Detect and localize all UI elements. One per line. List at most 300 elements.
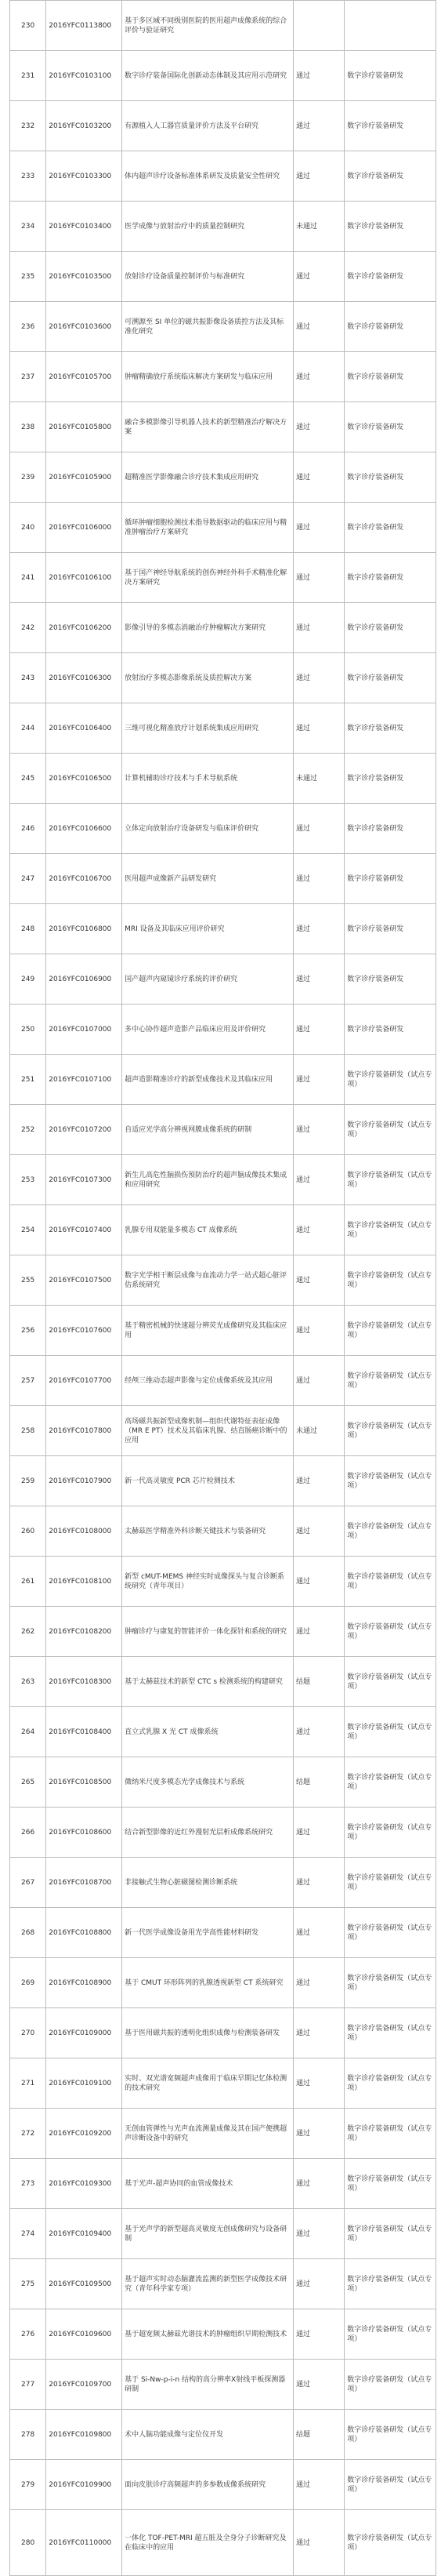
- review-result-cell: 通过: [293, 302, 344, 352]
- review-result-cell: 通过: [293, 804, 344, 854]
- table-row: [10, 503, 436, 553]
- project-name-cell: 基于光声-超声协同的血管成像技术: [122, 2159, 294, 2209]
- review-result-cell: 通过: [293, 1356, 344, 1406]
- project-name-cell: 面向皮肤诊疗高频超声的多参数成像系统研究: [122, 2460, 294, 2510]
- program-category-cell: 数字诊疗装备研发: [345, 402, 436, 452]
- project-id-cell: 2016YFC0106500: [46, 754, 122, 804]
- row-number-cell: 251: [10, 1055, 46, 1105]
- program-category-cell: 数字诊疗装备研发: [345, 151, 436, 202]
- table-row: [10, 553, 436, 603]
- table-row: [10, 302, 436, 352]
- table-row: [10, 1557, 436, 1607]
- project-name-cell: 国产超声内窥镜诊疗系统的评价研究: [122, 954, 294, 1005]
- project-id-cell: 2016YFC0109700: [46, 2360, 122, 2410]
- project-id-cell: 2016YFC0106900: [46, 954, 122, 1005]
- review-result-cell: 通过: [293, 101, 344, 151]
- review-result-cell: 通过: [293, 954, 344, 1005]
- program-category-cell: 数字诊疗装备研发（试点专项）: [345, 1255, 436, 1306]
- table-row: [10, 2159, 436, 2209]
- row-number-cell: 234: [10, 202, 46, 252]
- project-name-cell: 有源植入人工器官质量评价方法及平台研究: [122, 101, 294, 151]
- table-row: [10, 1506, 436, 1557]
- table-row: [10, 2309, 436, 2360]
- project-id-cell: 2016YFC0107000: [46, 1005, 122, 1055]
- program-category-cell: 数字诊疗装备研发: [345, 703, 436, 754]
- project-id-cell: 2016YFC0109600: [46, 2309, 122, 2360]
- program-category-cell: 数字诊疗装备研发（试点专项）: [345, 1607, 436, 1657]
- row-number-cell: 250: [10, 1005, 46, 1055]
- row-number-cell: 248: [10, 904, 46, 954]
- project-id-cell: 2016YFC0106000: [46, 503, 122, 553]
- project-name-cell: 数字光学相干断层成像与血流动力学一站式超心脏评估系统研究: [122, 1255, 294, 1306]
- review-result-cell: 通过: [293, 1557, 344, 1607]
- row-number-cell: 265: [10, 1757, 46, 1808]
- project-id-cell: 2016YFC0106100: [46, 553, 122, 603]
- review-result-cell: 通过: [293, 1908, 344, 1958]
- review-result-cell: 通过: [293, 1255, 344, 1306]
- row-number-cell: 260: [10, 1506, 46, 1557]
- project-name-cell: 新生儿高危性脑损伤预防治疗的超声脑成像技术集成和应用研究: [122, 1155, 294, 1205]
- project-name-cell: 超声造影精准诊疗的新型成像技术及其临床应用: [122, 1055, 294, 1105]
- table-row: [10, 603, 436, 653]
- program-category-cell: 数字诊疗装备研发: [345, 854, 436, 904]
- program-category-cell: 数字诊疗装备研发（试点专项）: [345, 1055, 436, 1105]
- review-result-cell: 通过: [293, 352, 344, 402]
- table-row: [10, 1356, 436, 1406]
- program-category-cell: 数字诊疗装备研发（试点专项）: [345, 2209, 436, 2259]
- table-row: [10, 703, 436, 754]
- project-name-cell: 结合新型影像的近红外漫射光层析成像系统研究: [122, 1808, 294, 1858]
- project-id-cell: 2016YFC0106200: [46, 603, 122, 653]
- project-name-cell: 非接触式生物心脏磁图检测诊断系统: [122, 1858, 294, 1908]
- review-result-cell: 通过: [293, 2159, 344, 2209]
- row-number-cell: 280: [10, 2510, 46, 2576]
- review-result-cell: 通过: [293, 402, 344, 452]
- program-category-cell: 数字诊疗装备研发（试点专项）: [345, 1908, 436, 1958]
- project-name-cell: 影像引导的多模态消融治疗肿瘤解决方案研究: [122, 603, 294, 653]
- table-row: [10, 2360, 436, 2410]
- row-number-cell: 270: [10, 2008, 46, 2058]
- program-category-cell: 数字诊疗装备研发（试点专项）: [345, 2008, 436, 2058]
- table-row: [10, 754, 436, 804]
- row-number-cell: 238: [10, 402, 46, 452]
- project-name-cell: 太赫兹医学精准外科诊断关键技术与装备研究: [122, 1506, 294, 1557]
- program-category-cell: 数字诊疗装备研发（试点专项）: [345, 1557, 436, 1607]
- program-category-cell: 数字诊疗装备研发（试点专项）: [345, 2058, 436, 2109]
- row-number-cell: 246: [10, 804, 46, 854]
- program-category-cell: 数字诊疗装备研发: [345, 553, 436, 603]
- table-row: [10, 904, 436, 954]
- project-id-cell: 2016YFC0107500: [46, 1255, 122, 1306]
- row-number-cell: 249: [10, 954, 46, 1005]
- row-number-cell: 245: [10, 754, 46, 804]
- program-category-cell: 数字诊疗装备研发（试点专项）: [345, 1406, 436, 1456]
- project-name-cell: 自适应光学高分辨视网膜成像系统的研制: [122, 1105, 294, 1155]
- table-row: [10, 1155, 436, 1205]
- review-result-cell: 通过: [293, 1707, 344, 1757]
- program-category-cell: 数字诊疗装备研发: [345, 754, 436, 804]
- row-number-cell: 268: [10, 1908, 46, 1958]
- review-result-cell: 通过: [293, 503, 344, 553]
- project-table: [9, 0, 436, 2576]
- project-name-cell: 新型 cMUT-MEMS 神经实时成像探头与复合诊断系统研究（青年项目）: [122, 1557, 294, 1607]
- project-id-cell: 2016YFC0105800: [46, 402, 122, 452]
- project-name-cell: 基于超声实时动态脑灌流监测的新型医学成像技术研究（青年科学家专项）: [122, 2259, 294, 2309]
- program-category-cell: 数字诊疗装备研发: [345, 252, 436, 302]
- program-category-cell: 数字诊疗装备研发（试点专项）: [345, 1958, 436, 2008]
- review-result-cell: 通过: [293, 1607, 344, 1657]
- project-id-cell: 2016YFC0109900: [46, 2460, 122, 2510]
- table-row: [10, 101, 436, 151]
- program-category-cell: 数字诊疗装备研发（试点专项）: [345, 1456, 436, 1506]
- row-number-cell: 275: [10, 2259, 46, 2309]
- row-number-cell: 257: [10, 1356, 46, 1406]
- row-number-cell: 254: [10, 1205, 46, 1255]
- program-category-cell: 数字诊疗装备研发（试点专项）: [345, 2460, 436, 2510]
- row-number-cell: 277: [10, 2360, 46, 2410]
- program-category-cell: 数字诊疗装备研发（试点专项）: [345, 2410, 436, 2460]
- project-id-cell: 2016YFC0107200: [46, 1105, 122, 1155]
- table-row: [10, 1607, 436, 1657]
- row-number-cell: 231: [10, 51, 46, 101]
- table-row: [10, 653, 436, 703]
- table-row: [10, 1105, 436, 1155]
- project-id-cell: 2016YFC0107700: [46, 1356, 122, 1406]
- row-number-cell: 237: [10, 352, 46, 402]
- project-id-cell: 2016YFC0103500: [46, 252, 122, 302]
- review-result-cell: 通过: [293, 2460, 344, 2510]
- program-category-cell: 数字诊疗装备研发: [345, 804, 436, 854]
- program-category-cell: 数字诊疗装备研发: [345, 101, 436, 151]
- project-name-cell: 可溯源至 SI 单位的磁共振影像设备质控方法及其标准化研究: [122, 302, 294, 352]
- table-row: [10, 2259, 436, 2309]
- project-name-cell: 立体定向放射治疗设备研发与临床评价研究: [122, 804, 294, 854]
- program-category-cell: 数字诊疗装备研发（试点专项）: [345, 1757, 436, 1808]
- review-result-cell: 通过: [293, 252, 344, 302]
- project-name-cell: MRI 设备及其临床应用评价研究: [122, 904, 294, 954]
- project-id-cell: 2016YFC0108200: [46, 1607, 122, 1657]
- review-result-cell: 通过: [293, 1005, 344, 1055]
- program-category-cell: 数字诊疗装备研发（试点专项）: [345, 1155, 436, 1205]
- project-id-cell: 2016YFC0105900: [46, 452, 122, 503]
- review-result-cell: 通过: [293, 653, 344, 703]
- program-category-cell: 数字诊疗装备研发: [345, 302, 436, 352]
- table-row: [10, 1205, 436, 1255]
- program-category-cell: 数字诊疗装备研发（试点专项）: [345, 1105, 436, 1155]
- review-result-cell: 通过: [293, 1105, 344, 1155]
- row-number-cell: 241: [10, 553, 46, 603]
- project-id-cell: 2016YFC0106300: [46, 653, 122, 703]
- project-id-cell: 2016YFC0107900: [46, 1456, 122, 1506]
- project-id-cell: 2016YFC0108000: [46, 1506, 122, 1557]
- project-name-cell: 循环肿瘤细胞检测技术指导数据驱动的临床应用与精准肿瘤治疗方案研究: [122, 503, 294, 553]
- project-id-cell: 2016YFC0109000: [46, 2008, 122, 2058]
- review-result-cell: 通过: [293, 904, 344, 954]
- row-number-cell: 244: [10, 703, 46, 754]
- review-result-cell: 通过: [293, 2360, 344, 2410]
- table-row: [10, 1707, 436, 1757]
- table-row: [10, 1456, 436, 1506]
- review-result-cell: 结题: [293, 1757, 344, 1808]
- row-number-cell: 263: [10, 1657, 46, 1707]
- program-category-cell: 数字诊疗装备研发（试点专项）: [345, 1707, 436, 1757]
- row-number-cell: 262: [10, 1607, 46, 1657]
- review-result-cell: 通过: [293, 2109, 344, 2159]
- project-id-cell: 2016YFC0109400: [46, 2209, 122, 2259]
- project-name-cell: 实时、双光谱宽频超声成像用于临床早期记忆体检测的技术研究: [122, 2058, 294, 2109]
- review-result-cell: 通过: [293, 2259, 344, 2309]
- project-id-cell: 2016YFC0108700: [46, 1858, 122, 1908]
- project-name-cell: 微纳米尺度多模态光学成像技术与系统: [122, 1757, 294, 1808]
- row-number-cell: 259: [10, 1456, 46, 1506]
- table-row: [10, 51, 436, 101]
- review-result-cell: 结题: [293, 1657, 344, 1707]
- project-id-cell: 2016YFC0108600: [46, 1808, 122, 1858]
- row-number-cell: 242: [10, 603, 46, 653]
- project-id-cell: 2016YFC0103200: [46, 101, 122, 151]
- table-row: [10, 2460, 436, 2510]
- table-row: [10, 352, 436, 402]
- table-row: [10, 854, 436, 904]
- project-name-cell: 基于医用磁共振的透明化组织成像与检测装备研发: [122, 2008, 294, 2058]
- row-number-cell: 271: [10, 2058, 46, 2109]
- table-row: [10, 252, 436, 302]
- project-name-cell: 医用超声成像新产品研发研究: [122, 854, 294, 904]
- table-row: [10, 2109, 436, 2159]
- table-row: [10, 1406, 436, 1456]
- project-name-cell: 医学成像与放射治疗中的质量控制研究: [122, 202, 294, 252]
- project-name-cell: 体内超声诊疗设备标准体系研发及质量安全性研究: [122, 151, 294, 202]
- review-result-cell: 通过: [293, 151, 344, 202]
- program-category-cell: 数字诊疗装备研发: [345, 1005, 436, 1055]
- project-name-cell: 计算机辅助诊疗技术与手术导航系统: [122, 754, 294, 804]
- program-category-cell: 数字诊疗装备研发（试点专项）: [345, 2109, 436, 2159]
- program-category-cell: 数字诊疗装备研发（试点专项）: [345, 2259, 436, 2309]
- table-row: [10, 1657, 436, 1707]
- table-row: [10, 1306, 436, 1356]
- table-row: [10, 1808, 436, 1858]
- table-row: [10, 2058, 436, 2109]
- table-row: [10, 402, 436, 452]
- review-result-cell: 通过: [293, 1306, 344, 1356]
- program-category-cell: 数字诊疗装备研发: [345, 653, 436, 703]
- program-category-cell: 数字诊疗装备研发（试点专项）: [345, 2510, 436, 2576]
- review-result-cell: 通过: [293, 2309, 344, 2360]
- project-name-cell: 基于 Si-Nw-p-i-n 结构的高分辨率X射线平板探测器研制: [122, 2360, 294, 2410]
- project-name-cell: 术中人脑功能成像与定位仪开发: [122, 2410, 294, 2460]
- review-result-cell: 通过: [293, 2510, 344, 2576]
- project-id-cell: 2016YFC0103100: [46, 51, 122, 101]
- project-id-cell: 2016YFC0109500: [46, 2259, 122, 2309]
- program-category-cell: 数字诊疗装备研发: [345, 904, 436, 954]
- project-name-cell: 基于超宽频太赫兹光谱技术的肿瘤组织早期检测技术: [122, 2309, 294, 2360]
- project-id-cell: 2016YFC0107600: [46, 1306, 122, 1356]
- project-id-cell: 2016YFC0108800: [46, 1908, 122, 1958]
- row-number-cell: 230: [10, 1, 46, 51]
- review-result-cell: 通过: [293, 854, 344, 904]
- project-name-cell: 高场磁共振新型成像机制—组织代谢特征表征成像（MR E PT）技术及其临床乳腺、结直肠癌诊断中的应用: [122, 1406, 294, 1456]
- program-category-cell: 数字诊疗装备研发: [345, 954, 436, 1005]
- project-id-cell: 2016YFC0108900: [46, 1958, 122, 2008]
- program-category-cell: 数字诊疗装备研发（试点专项）: [345, 1356, 436, 1406]
- table-row: [10, 1005, 436, 1055]
- review-result-cell: [293, 1, 344, 51]
- row-number-cell: 276: [10, 2309, 46, 2360]
- project-name-cell: 肿瘤诊疗与康复的智能评价一体化探针和系统的研究: [122, 1607, 294, 1657]
- row-number-cell: 264: [10, 1707, 46, 1757]
- row-number-cell: 236: [10, 302, 46, 352]
- project-id-cell: 2016YFC0109100: [46, 2058, 122, 2109]
- program-category-cell: [345, 1, 436, 51]
- row-number-cell: 239: [10, 452, 46, 503]
- project-id-cell: 2016YFC0109300: [46, 2159, 122, 2209]
- review-result-cell: 通过: [293, 703, 344, 754]
- program-category-cell: 数字诊疗装备研发（试点专项）: [345, 1506, 436, 1557]
- project-id-cell: 2016YFC0106400: [46, 703, 122, 754]
- review-result-cell: 通过: [293, 2008, 344, 2058]
- project-name-cell: 放射治疗多模态影像系统及质控解决方案: [122, 653, 294, 703]
- row-number-cell: 274: [10, 2209, 46, 2259]
- review-result-cell: 未通过: [293, 1406, 344, 1456]
- project-id-cell: 2016YFC0107800: [46, 1406, 122, 1456]
- table-row: [10, 1908, 436, 1958]
- project-name-cell: 经颅三维动态超声影像与定位成像系统及其应用: [122, 1356, 294, 1406]
- table-row: [10, 202, 436, 252]
- project-name-cell: 多中心协作超声造影产品临床应用及评价研究: [122, 1005, 294, 1055]
- table-row: [10, 954, 436, 1005]
- project-name-cell: 新一代医学成像设备用光学高性能材料研发: [122, 1908, 294, 1958]
- table-row: [10, 804, 436, 854]
- row-number-cell: 258: [10, 1406, 46, 1456]
- review-result-cell: 通过: [293, 1155, 344, 1205]
- project-name-cell: 基于国产神经导航系统的创伤神经外科手术精准化解决方案研究: [122, 553, 294, 603]
- review-result-cell: 通过: [293, 2209, 344, 2259]
- review-result-cell: 结题: [293, 2410, 344, 2460]
- program-category-cell: 数字诊疗装备研发: [345, 452, 436, 503]
- review-result-cell: 通过: [293, 51, 344, 101]
- row-number-cell: 247: [10, 854, 46, 904]
- project-id-cell: 2016YFC0106600: [46, 804, 122, 854]
- project-name-cell: 无创血管弹性与光声血流测量成像及其在国产便携超声诊断设备中的研究: [122, 2109, 294, 2159]
- table-row: [10, 452, 436, 503]
- row-number-cell: 233: [10, 151, 46, 202]
- project-id-cell: 2016YFC0106700: [46, 854, 122, 904]
- project-name-cell: 基于 CMUT 环形阵列的乳腺透视新型 CT 系统研究: [122, 1958, 294, 2008]
- program-category-cell: 数字诊疗装备研发（试点专项）: [345, 1205, 436, 1255]
- review-result-cell: 通过: [293, 1055, 344, 1105]
- table-row: [10, 2410, 436, 2460]
- row-number-cell: 243: [10, 653, 46, 703]
- program-category-cell: 数字诊疗装备研发（试点专项）: [345, 1808, 436, 1858]
- review-result-cell: 通过: [293, 1506, 344, 1557]
- review-result-cell: 通过: [293, 1958, 344, 2008]
- project-id-cell: 2016YFC0108500: [46, 1757, 122, 1808]
- project-id-cell: 2016YFC0107300: [46, 1155, 122, 1205]
- project-id-cell: 2016YFC0108400: [46, 1707, 122, 1757]
- table-row: [10, 1958, 436, 2008]
- row-number-cell: 256: [10, 1306, 46, 1356]
- project-id-cell: 2016YFC0108300: [46, 1657, 122, 1707]
- project-name-cell: 基于光声学的新型超高灵敏度无创成像研究与设备研制: [122, 2209, 294, 2259]
- review-result-cell: 通过: [293, 1858, 344, 1908]
- program-category-cell: 数字诊疗装备研发（试点专项）: [345, 1657, 436, 1707]
- table-row: [10, 151, 436, 202]
- table-row: [10, 1858, 436, 1908]
- project-name-cell: 超精准医学影像融合诊疗技术集成应用研究: [122, 452, 294, 503]
- row-number-cell: 272: [10, 2109, 46, 2159]
- row-number-cell: 261: [10, 1557, 46, 1607]
- program-category-cell: 数字诊疗装备研发（试点专项）: [345, 2309, 436, 2360]
- row-number-cell: 255: [10, 1255, 46, 1306]
- project-id-cell: 2016YFC0110000: [46, 2510, 122, 2576]
- project-id-cell: 2016YFC0109800: [46, 2410, 122, 2460]
- project-name-cell: 直立式乳腺 X 光 CT 成像系统: [122, 1707, 294, 1757]
- program-category-cell: 数字诊疗装备研发: [345, 202, 436, 252]
- project-name-cell: 融合多模影像引导机器人技术的新型精准治疗解决方案: [122, 402, 294, 452]
- program-category-cell: 数字诊疗装备研发（试点专项）: [345, 1858, 436, 1908]
- row-number-cell: 240: [10, 503, 46, 553]
- project-id-cell: 2016YFC0103600: [46, 302, 122, 352]
- review-result-cell: 通过: [293, 1456, 344, 1506]
- table-row: [10, 2209, 436, 2259]
- project-name-cell: 三维可视化精准放疗计划系统集成应用研究: [122, 703, 294, 754]
- review-result-cell: 通过: [293, 452, 344, 503]
- project-id-cell: 2016YFC0113800: [46, 1, 122, 51]
- review-result-cell: 通过: [293, 1205, 344, 1255]
- project-name-cell: 放射诊疗设备质量控制评价与标准研究: [122, 252, 294, 302]
- project-id-cell: 2016YFC0103400: [46, 202, 122, 252]
- project-id-cell: 2016YFC0105700: [46, 352, 122, 402]
- table-row: [10, 1055, 436, 1105]
- review-result-cell: 通过: [293, 553, 344, 603]
- program-category-cell: 数字诊疗装备研发: [345, 603, 436, 653]
- project-name-cell: 一体化 TOF-PET-MRI 超五脏及全身分子诊断研究及在临床中的应用: [122, 2510, 294, 2576]
- table-row: [10, 1255, 436, 1306]
- row-number-cell: 235: [10, 252, 46, 302]
- project-id-cell: 2016YFC0103300: [46, 151, 122, 202]
- table-row: [10, 2008, 436, 2058]
- project-name-cell: 新一代高灵敏度 PCR 芯片检测技术: [122, 1456, 294, 1506]
- project-id-cell: 2016YFC0107400: [46, 1205, 122, 1255]
- review-result-cell: 通过: [293, 1808, 344, 1858]
- review-result-cell: 通过: [293, 2058, 344, 2109]
- row-number-cell: 269: [10, 1958, 46, 2008]
- row-number-cell: 273: [10, 2159, 46, 2209]
- project-table-body: [10, 1, 436, 2576]
- table-row: [10, 2510, 436, 2576]
- project-id-cell: 2016YFC0107100: [46, 1055, 122, 1105]
- project-name-cell: 乳腺专用双能量多模态 CT 成像系统: [122, 1205, 294, 1255]
- project-name-cell: 基于多区域不同级别医院的医用超声成像系统的综合评价与验证研究: [122, 1, 294, 51]
- program-category-cell: 数字诊疗装备研发（试点专项）: [345, 2360, 436, 2410]
- row-number-cell: 278: [10, 2410, 46, 2460]
- row-number-cell: 232: [10, 101, 46, 151]
- table-row: [10, 1, 436, 51]
- row-number-cell: 252: [10, 1105, 46, 1155]
- project-name-cell: 肿瘤精确放疗系统临床解决方案研发与临床应用: [122, 352, 294, 402]
- program-category-cell: 数字诊疗装备研发: [345, 352, 436, 402]
- table-row: [10, 1757, 436, 1808]
- program-category-cell: 数字诊疗装备研发（试点专项）: [345, 2159, 436, 2209]
- project-name-cell: 基于精密机械的快速超分辨荧光成像研究及其临床应用: [122, 1306, 294, 1356]
- program-category-cell: 数字诊疗装备研发: [345, 503, 436, 553]
- project-name-cell: 数字诊疗装备国际化创新动态体制及其应用示范研究: [122, 51, 294, 101]
- program-category-cell: 数字诊疗装备研发（试点专项）: [345, 1306, 436, 1356]
- row-number-cell: 253: [10, 1155, 46, 1205]
- row-number-cell: 267: [10, 1858, 46, 1908]
- row-number-cell: 279: [10, 2460, 46, 2510]
- row-number-cell: 266: [10, 1808, 46, 1858]
